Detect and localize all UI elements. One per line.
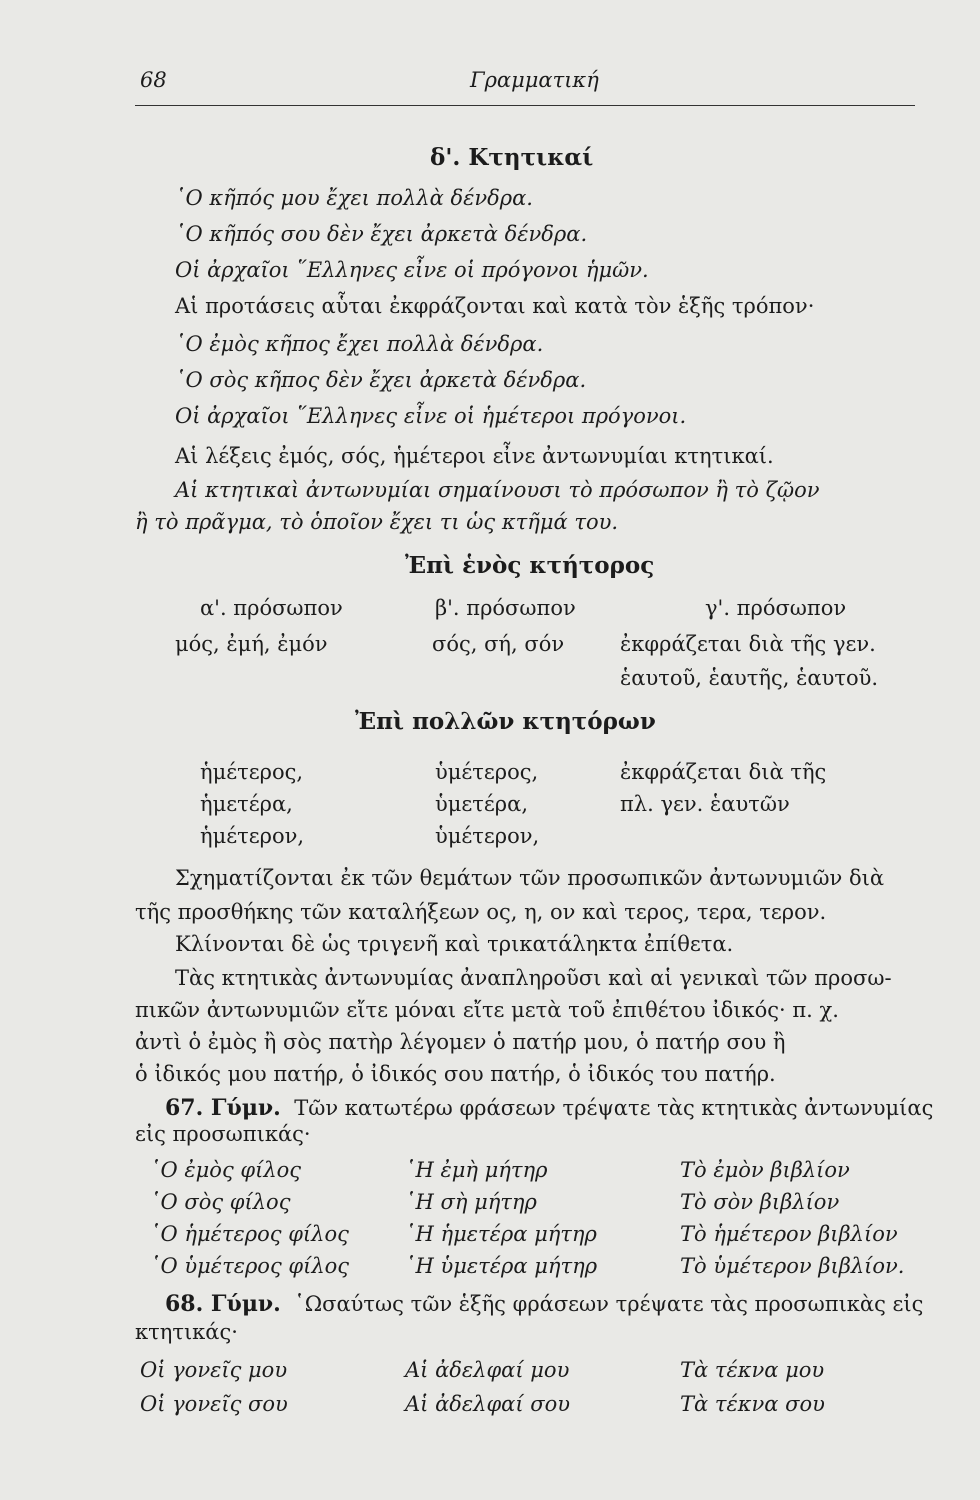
page-number: 68 (140, 68, 167, 92)
first-person-plural-form: ἡμέτερον, (200, 824, 305, 848)
formation-line: Κλίνονται δὲ ὡς τριγενῆ καὶ τρικατάληκτα ἐπίθετα. (175, 932, 734, 956)
person-1-forms: μός, ἐμή, ἐμόν (175, 632, 328, 656)
exercise-68-instruction: κτητικάς· (135, 1320, 238, 1344)
exercise-67-phrase: ῾Ο σὸς φίλος (150, 1190, 291, 1214)
example-line: ῾Ο σὸς κῆπος δὲν ἔχει ἀρκετὰ δένδρα. (175, 368, 587, 392)
exercise-67-phrase: ῾Η ἐμὴ μήτηρ (405, 1158, 548, 1182)
exercise-68-phrase: Οἱ γονεῖς σου (140, 1392, 288, 1416)
exercise-67-phrase: ῾Η σὴ μήτηρ (405, 1190, 537, 1214)
example-line: Οἱ ἀρχαῖοι ῞Ελληνες εἶνε οἱ πρόγονοι ἡμῶν. (175, 258, 649, 282)
exercise-68-instruction: ῾Ωσαύτως τῶν ἑξῆς φράσεων τρέψατε τὰς προσωπικὰς εἰς (294, 1292, 924, 1316)
exercise-67-phrase: Τὸ ἡμέτερον βιβλίον (680, 1222, 898, 1246)
exercise-67-phrase: ῾Ο ἐμὸς φίλος (150, 1158, 302, 1182)
single-owner-title: Ἐπὶ ἑνὸς κτήτορος (405, 552, 655, 579)
formation-line: πικῶν ἀντωνυμιῶν εἴτε μόναι εἴτε μετὰ τοῦ ἐπιθέτου ἰδικός· π. χ. (135, 998, 839, 1022)
person-3-forms: ἑαυτοῦ, ἑαυτῆς, ἑαυτοῦ. (620, 666, 879, 690)
first-person-plural-form: ἡμέτερος, (200, 760, 304, 784)
exercise-68-phrase: Αἱ ἀδελφαί μου (405, 1358, 570, 1382)
exercise-67-heading (165, 1094, 933, 1122)
formation-line: Σχηματίζονται ἐκ τῶν θεμάτων τῶν προσωπικῶν ἀντωνυμιῶν διὰ (175, 866, 885, 890)
formation-line: ἀντὶ ὁ ἐμὸς ἢ σὸς πατὴρ λέγομεν ὁ πατήρ μου, ὁ πατήρ σου ἢ (135, 1030, 786, 1054)
person-3-heading: γ'. πρόσωπον (705, 596, 847, 620)
exercise-68-phrase: Τὰ τέκνα σου (680, 1392, 825, 1416)
second-person-plural-form: ὑμετέρα, (435, 792, 528, 816)
exercise-67-instruction: εἰς προσωπικάς· (135, 1122, 311, 1146)
exercise-68-phrase: Οἱ γονεῖς μου (140, 1358, 288, 1382)
exercise-67-phrase: ῾Η ἡμετέρα μήτηρ (405, 1222, 597, 1246)
formation-line: τῆς προσθήκης τῶν καταλήξεων ος, η, ον καὶ τερος, τερα, τερον. (135, 900, 827, 924)
third-person-plural-note: πλ. γεν. ἑαυτῶν (620, 792, 790, 816)
exercise-67-phrase: ῾Ο ὑμέτερος φίλος (150, 1254, 350, 1278)
exercise-68-phrase: Αἱ ἀδελφαί σου (405, 1392, 571, 1416)
header-rule (135, 105, 915, 106)
example-line: ῾Ο κῆπός μου ἔχει πολλὰ δένδρα. (175, 186, 533, 210)
section-title: δ'. Κτητικαί (430, 144, 594, 171)
exercise-68-heading (165, 1290, 923, 1318)
person-3-forms: ἐκφράζεται διὰ τῆς γεν. (620, 632, 876, 656)
third-person-plural-note: ἐκφράζεται διὰ τῆς (620, 760, 827, 784)
exercise-67-label: 67. Γύμν. (165, 1095, 281, 1121)
person-2-forms: σός, σή, σόν (432, 632, 565, 656)
intro-line: Αἱ προτάσεις αὗται ἐκφράζονται καὶ κατὰ τὸν ἑξῆς τρόπον· (175, 294, 815, 318)
example-line: ῾Ο κῆπός σου δὲν ἔχει ἀρκετὰ δένδρα. (175, 222, 588, 246)
exercise-68-phrase: Τὰ τέκνα μου (680, 1358, 825, 1382)
example-line: ῾Ο ἐμὸς κῆπος ἔχει πολλὰ δένδρα. (175, 332, 544, 356)
person-1-heading: α'. πρόσωπον (200, 596, 343, 620)
running-title: Γραμματική (470, 68, 599, 92)
definition-line: Αἱ κτητικαὶ ἀντωνυμίαι σημαίνουσι τὸ πρόσωπον ἢ τὸ ζῷον (175, 478, 820, 502)
definition-line: ἢ τὸ πρᾶγμα, τὸ ὁποῖον ἔχει τι ὡς κτῆμά του. (135, 510, 619, 534)
exercise-67-phrase: Τὸ σὸν βιβλίον (680, 1190, 840, 1214)
exercise-67-phrase: ῾Ο ἡμέτερος φίλος (150, 1222, 349, 1246)
second-person-plural-form: ὑμέτερον, (435, 824, 540, 848)
exercise-67-phrase: Τὸ ὑμέτερον βιβλίον. (680, 1254, 905, 1278)
example-line: Οἱ ἀρχαῖοι ῞Ελληνες εἶνε οἱ ἡμέτεροι πρόγονοι. (175, 404, 687, 428)
exercise-68-label: 68. Γύμν. (165, 1291, 281, 1317)
second-person-plural-form: ὑμέτερος, (435, 760, 539, 784)
formation-line: ὁ ἰδικός μου πατήρ, ὁ ἰδικός σου πατήρ, ὁ ἰδικός του πατήρ. (135, 1062, 776, 1086)
exercise-67-instruction: Τῶν κατωτέρω φράσεων τρέψατε τὰς κτητικὰς ἀντωνυμίας (294, 1096, 934, 1120)
exercise-67-phrase: Τὸ ἐμὸν βιβλίον (680, 1158, 850, 1182)
person-2-heading: β'. πρόσωπον (435, 596, 576, 620)
multi-owner-title: Ἐπὶ πολλῶν κτητόρων (355, 708, 656, 735)
formation-line: Τὰς κτητικὰς ἀντωνυμίας ἀναπληροῦσι καὶ αἱ γενικαὶ τῶν προσω- (175, 966, 892, 990)
first-person-plural-form: ἡμετέρα, (200, 792, 293, 816)
exercise-67-phrase: ῾Η ὑμετέρα μήτηρ (405, 1254, 598, 1278)
explanation-line: Αἱ λέξεις ἐμός, σός, ἡμέτεροι εἶνε ἀντωνυμίαι κτητικαί. (175, 444, 774, 468)
